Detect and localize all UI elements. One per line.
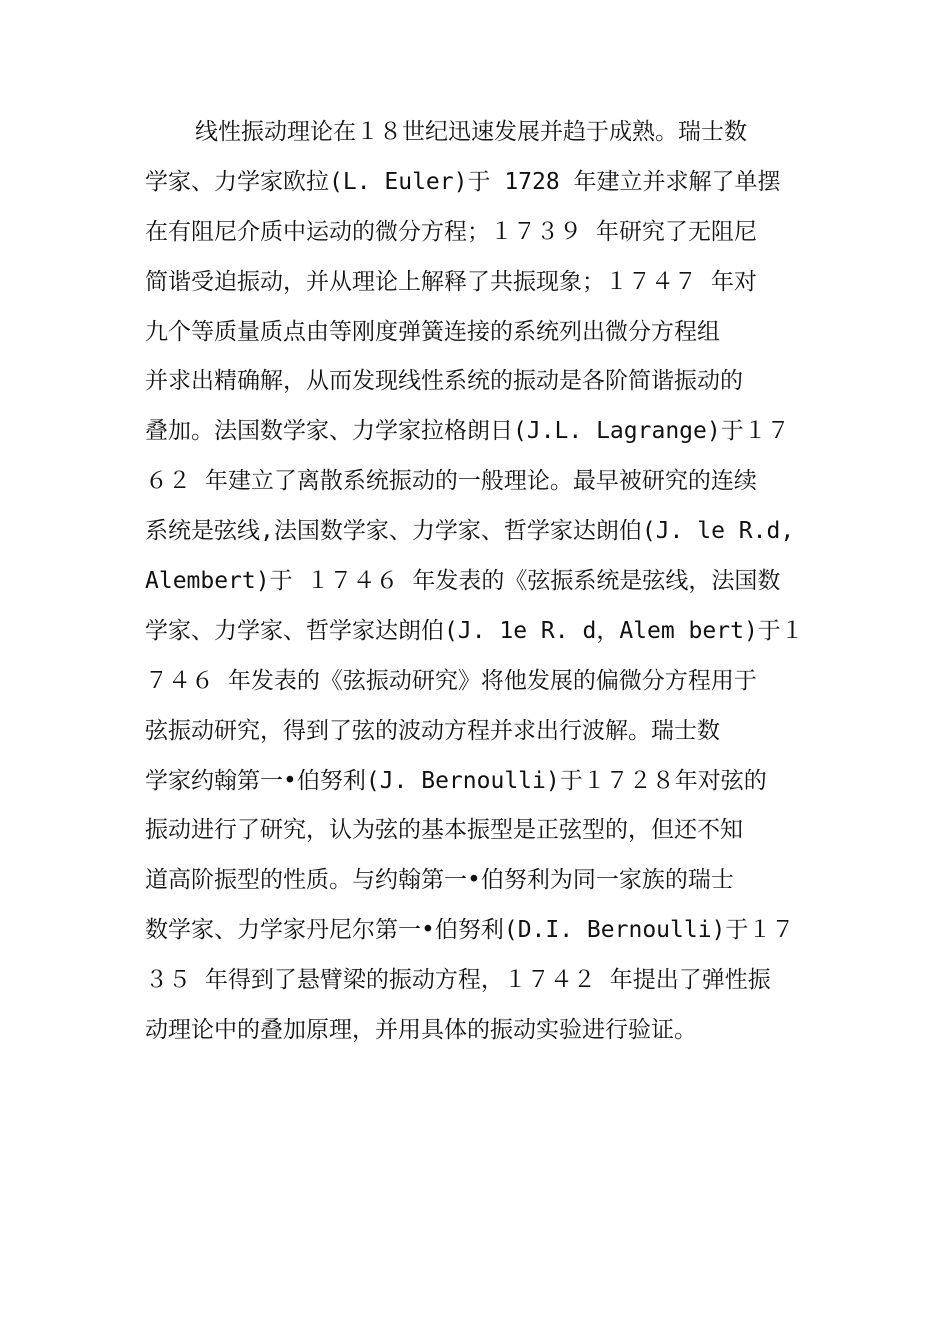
- text-line: 线性振动理论在１８世纪迅速发展并趋于成熟。瑞士数: [195, 119, 747, 145]
- text-line: 简谐受迫振动，并从理论上解释了共振现象；１７４７ 年对: [145, 268, 757, 295]
- text-line: 振动进行了研究，认为弦的基本振型是正弦型的，但还不知: [145, 817, 743, 844]
- text-line: 道高阶振型的性质。与约翰第一•伯努利为同一家族的瑞士: [145, 867, 734, 894]
- text-line: 系统是弦线,法国数学家、力学家、哲学家达朗伯(J. le R.d,: [145, 518, 795, 545]
- text-line: 叠加。法国数学家、力学家拉格朗日(J.L. Lagrange)于１７: [145, 418, 790, 445]
- body-paragraph: [145, 108, 815, 1056]
- text-line: 学家约翰第一•伯努利(J. Bernoulli)于１７２８年对弦的: [145, 767, 767, 794]
- text-line: 学家、力学家、哲学家达朗伯(J. 1e R. d，Alem bert)于１: [145, 617, 804, 644]
- text-line: 数学家、力学家丹尼尔第一•伯努利(D.I. Bernoulli)于１７: [145, 917, 795, 944]
- text-line: 并求出精确解，从而发现线性系统的振动是各阶简谐振动的: [145, 368, 743, 395]
- text-line: 在有阻尼介质中运动的微分方程；１７３９ 年研究了无阻尼: [145, 218, 757, 245]
- text-line: 学家、力学家欧拉(L. Euler)于 1728 年建立并求解了单摆: [145, 168, 781, 195]
- text-line: ６２ 年建立了离散系统振动的一般理论。最早被研究的连续: [145, 468, 757, 495]
- text-line: ７４６ 年发表的《弦振动研究》将他发展的偏微分方程用于: [145, 667, 757, 694]
- text-line: Alembert)于 １７４６ 年发表的《弦振系统是弦线，法国数: [145, 568, 781, 595]
- text-line: ３５ 年得到了悬臂梁的振动方程，１７４２ 年提出了弹性振: [145, 967, 771, 994]
- text-line: 九个等质量质点由等刚度弹簧连接的系统列出微分方程组: [145, 318, 720, 345]
- text-line: 弦振动研究，得到了弦的波动方程并求出行波解。瑞士数: [145, 717, 720, 744]
- text-line: 动理论中的叠加原理，并用具体的振动实验进行验证。: [145, 1017, 697, 1044]
